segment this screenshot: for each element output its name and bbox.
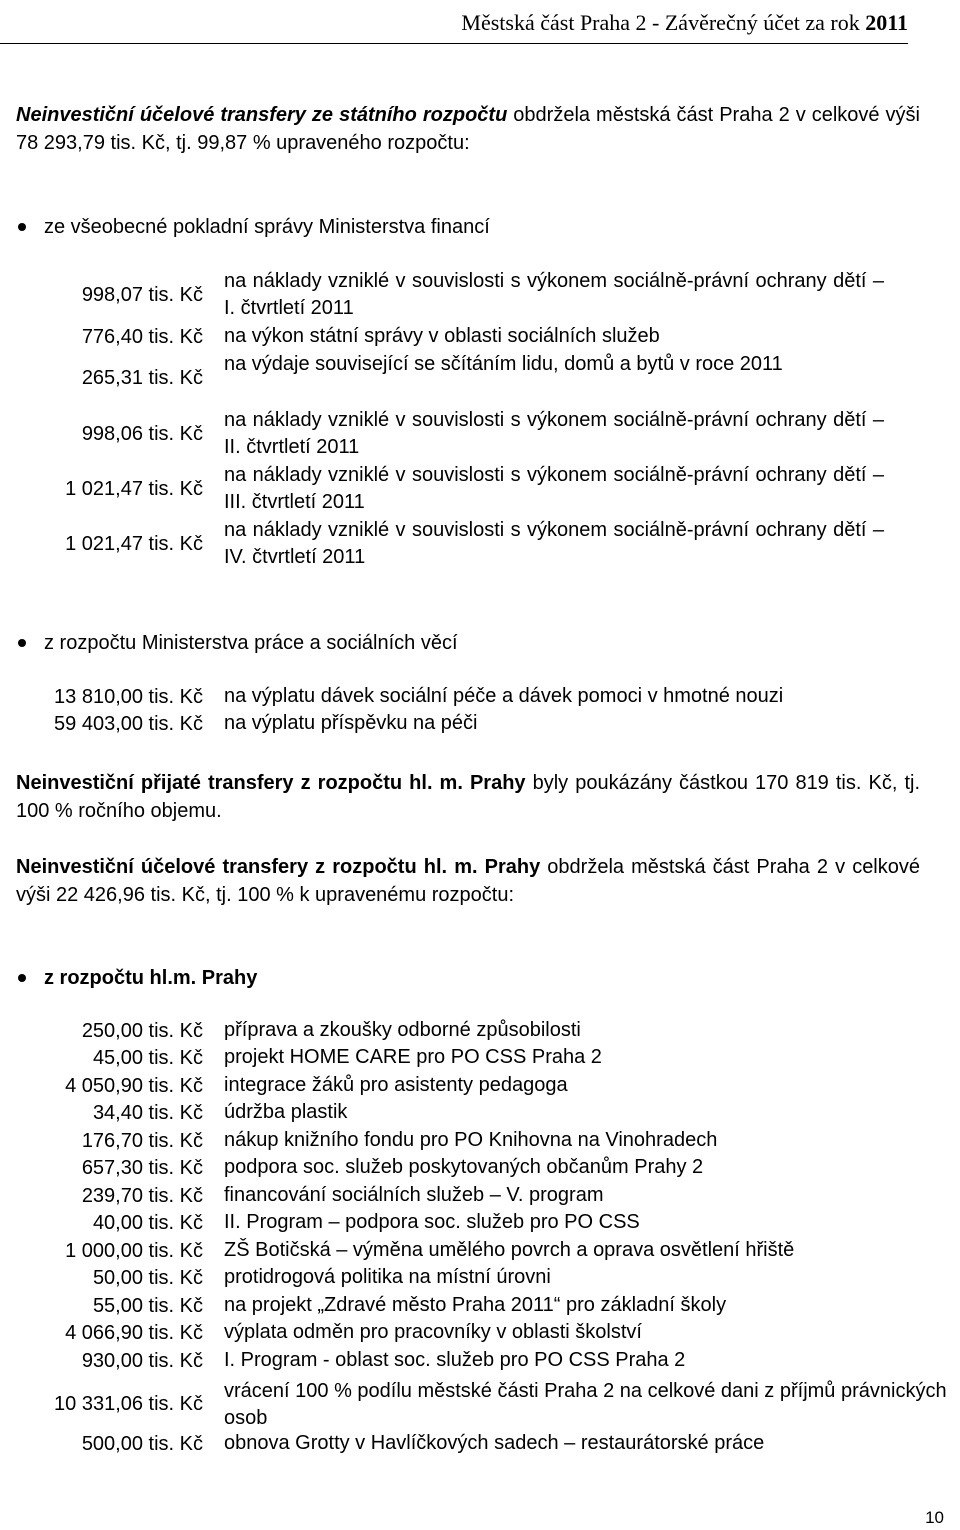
item-description: příprava a zkoušky odborné způsobilosti: [224, 1019, 581, 1041]
item-amount: 998,06 tis. Kč: [81, 423, 203, 445]
bullet-dot: [18, 223, 26, 231]
item-amount: 10 331,06 tis. Kč: [54, 1393, 203, 1415]
item-amount: 250,00 tis. Kč: [81, 1020, 203, 1042]
header-year: 2011: [865, 10, 908, 35]
item-description: protidrogová politika na místní úrovni: [224, 1266, 551, 1288]
item-amount: 176,70 tis. Kč: [81, 1130, 203, 1152]
item-amount: 59 403,00 tis. Kč: [54, 713, 203, 735]
item-description: na náklady vzniklé v souvislosti s výkonem sociálně-právní ochrany dětí – II. čtvrtletí 2011: [224, 409, 884, 458]
item-description: na náklady vzniklé v souvislosti s výkonem sociálně-právní ochrany dětí – I. čtvrtletí 2011: [224, 270, 884, 319]
header-title: [461, 10, 908, 36]
item-description: na projekt „Zdravé město Praha 2011“ pro základní školy: [224, 1294, 727, 1316]
item-amount: 1 021,47 tis. Kč: [65, 533, 203, 555]
paragraph-lead: Neinvestiční přijaté transfery z rozpočtu hl. m. Prahy: [16, 772, 526, 794]
item-amount: 239,70 tis. Kč: [81, 1185, 203, 1207]
item-amount: 55,00 tis. Kč: [92, 1295, 203, 1317]
item-description: II. Program – podpora soc. služeb pro PO CSS: [224, 1211, 640, 1233]
item-description: na výplatu příspěvku na péči: [224, 712, 478, 734]
paragraph-text: obdržela městská část Praha 2 v celkové výši 22 426,96 tis. Kč, tj. 100 % k upravenému rozpočtu:: [16, 856, 920, 906]
item-description: financování sociálních služeb – V. program: [224, 1184, 604, 1206]
paragraph-text: byly poukázány částkou 170 819 tis. Kč, tj. 100 % ročního objemu.: [16, 772, 920, 822]
page-number: 10: [925, 1508, 944, 1527]
item-amount: 50,00 tis. Kč: [92, 1267, 203, 1289]
item-amount: 4 066,90 tis. Kč: [65, 1322, 203, 1344]
item-description: ZŠ Botičská – výměna umělého povrch a oprava osvětlení hřiště: [224, 1239, 795, 1261]
bullet-label: z rozpočtu hl.m. Prahy: [44, 967, 258, 989]
item-amount: 40,00 tis. Kč: [92, 1212, 203, 1234]
paragraph-text: obdržela městská část Praha 2 v celkové výši 78 293,79 tis. Kč, tj. 99,87 % upraveného rozpočtu:: [16, 104, 921, 154]
item-amount: 265,31 tis. Kč: [81, 367, 203, 389]
item-description: projekt HOME CARE pro PO CSS Praha 2: [224, 1046, 602, 1068]
item-description: integrace žáků pro asistenty pedagoga: [224, 1074, 568, 1096]
page-header: [0, 0, 960, 46]
item-amount: 500,00 tis. Kč: [81, 1433, 203, 1455]
item-description: na náklady vzniklé v souvislosti s výkonem sociálně-právní ochrany dětí – III. čtvrtletí 2011: [224, 464, 884, 513]
item-description: I. Program - oblast soc. služeb pro PO CSS Praha 2: [224, 1349, 686, 1371]
item-description: podpora soc. služeb poskytovaných občanům Prahy 2: [224, 1156, 704, 1178]
bullet-ministry-labour: [16, 629, 916, 657]
item-description: nákup knižního fondu pro PO Knihovna na Vinohradech: [224, 1129, 718, 1151]
bullet-city-budget: [16, 964, 916, 992]
item-amount: 45,00 tis. Kč: [92, 1047, 203, 1069]
paragraph-lead: Neinvestiční účelové transfery ze státního rozpočtu: [16, 104, 508, 126]
header-rule: [0, 43, 908, 44]
item-description: výplata odměn pro pracovníky v oblasti školství: [224, 1321, 642, 1343]
item-description: údržba plastik: [224, 1101, 348, 1123]
item-description: na výplatu dávek sociální péče a dávek pomoci v hmotné nouzi: [224, 685, 784, 707]
item-amount: 776,40 tis. Kč: [81, 326, 203, 348]
item-amount: 930,00 tis. Kč: [81, 1350, 203, 1372]
item-amount: 1 000,00 tis. Kč: [65, 1240, 203, 1262]
item-description: na výkon státní správy v oblasti sociálních služeb: [224, 325, 660, 347]
item-amount: 4 050,90 tis. Kč: [65, 1075, 203, 1097]
item-amount: 998,07 tis. Kč: [81, 284, 203, 306]
item-description: na náklady vzniklé v souvislosti s výkonem sociálně-právní ochrany dětí – IV. čtvrtletí 2011: [224, 519, 884, 568]
bullet-dot: [18, 974, 26, 982]
item-amount: 657,30 tis. Kč: [81, 1157, 203, 1179]
item-description: obnova Grotty v Havlíčkových sadech – restaurátorské práce: [224, 1432, 765, 1454]
item-description: vrácení 100 % podílu městské části Praha 2 na celkové dani z příjmů právnických osob: [224, 1380, 947, 1429]
bullet-label: ze všeobecné pokladní správy Ministerstva financí: [44, 216, 490, 238]
bullet-ministry-finance: [16, 213, 916, 241]
item-amount: 34,40 tis. Kč: [92, 1102, 203, 1124]
item-description: na výdaje související se sčítáním lidu, domů a bytů v roce 2011: [224, 353, 783, 375]
paragraph-city-transfers: [16, 769, 920, 825]
paragraph-city-purpose-transfers: [16, 853, 920, 909]
item-amount: 1 021,47 tis. Kč: [65, 478, 203, 500]
paragraph-state-transfers: [16, 101, 920, 157]
header-title-text: Městská část Praha 2 - Závěrečný účet za rok: [461, 10, 866, 35]
item-amount: 13 810,00 tis. Kč: [54, 686, 203, 708]
paragraph-lead: Neinvestiční účelové transfery z rozpočtu hl. m. Prahy: [16, 856, 541, 878]
bullet-label: z rozpočtu Ministerstva práce a sociálních věcí: [44, 632, 458, 654]
bullet-dot: [18, 639, 26, 647]
